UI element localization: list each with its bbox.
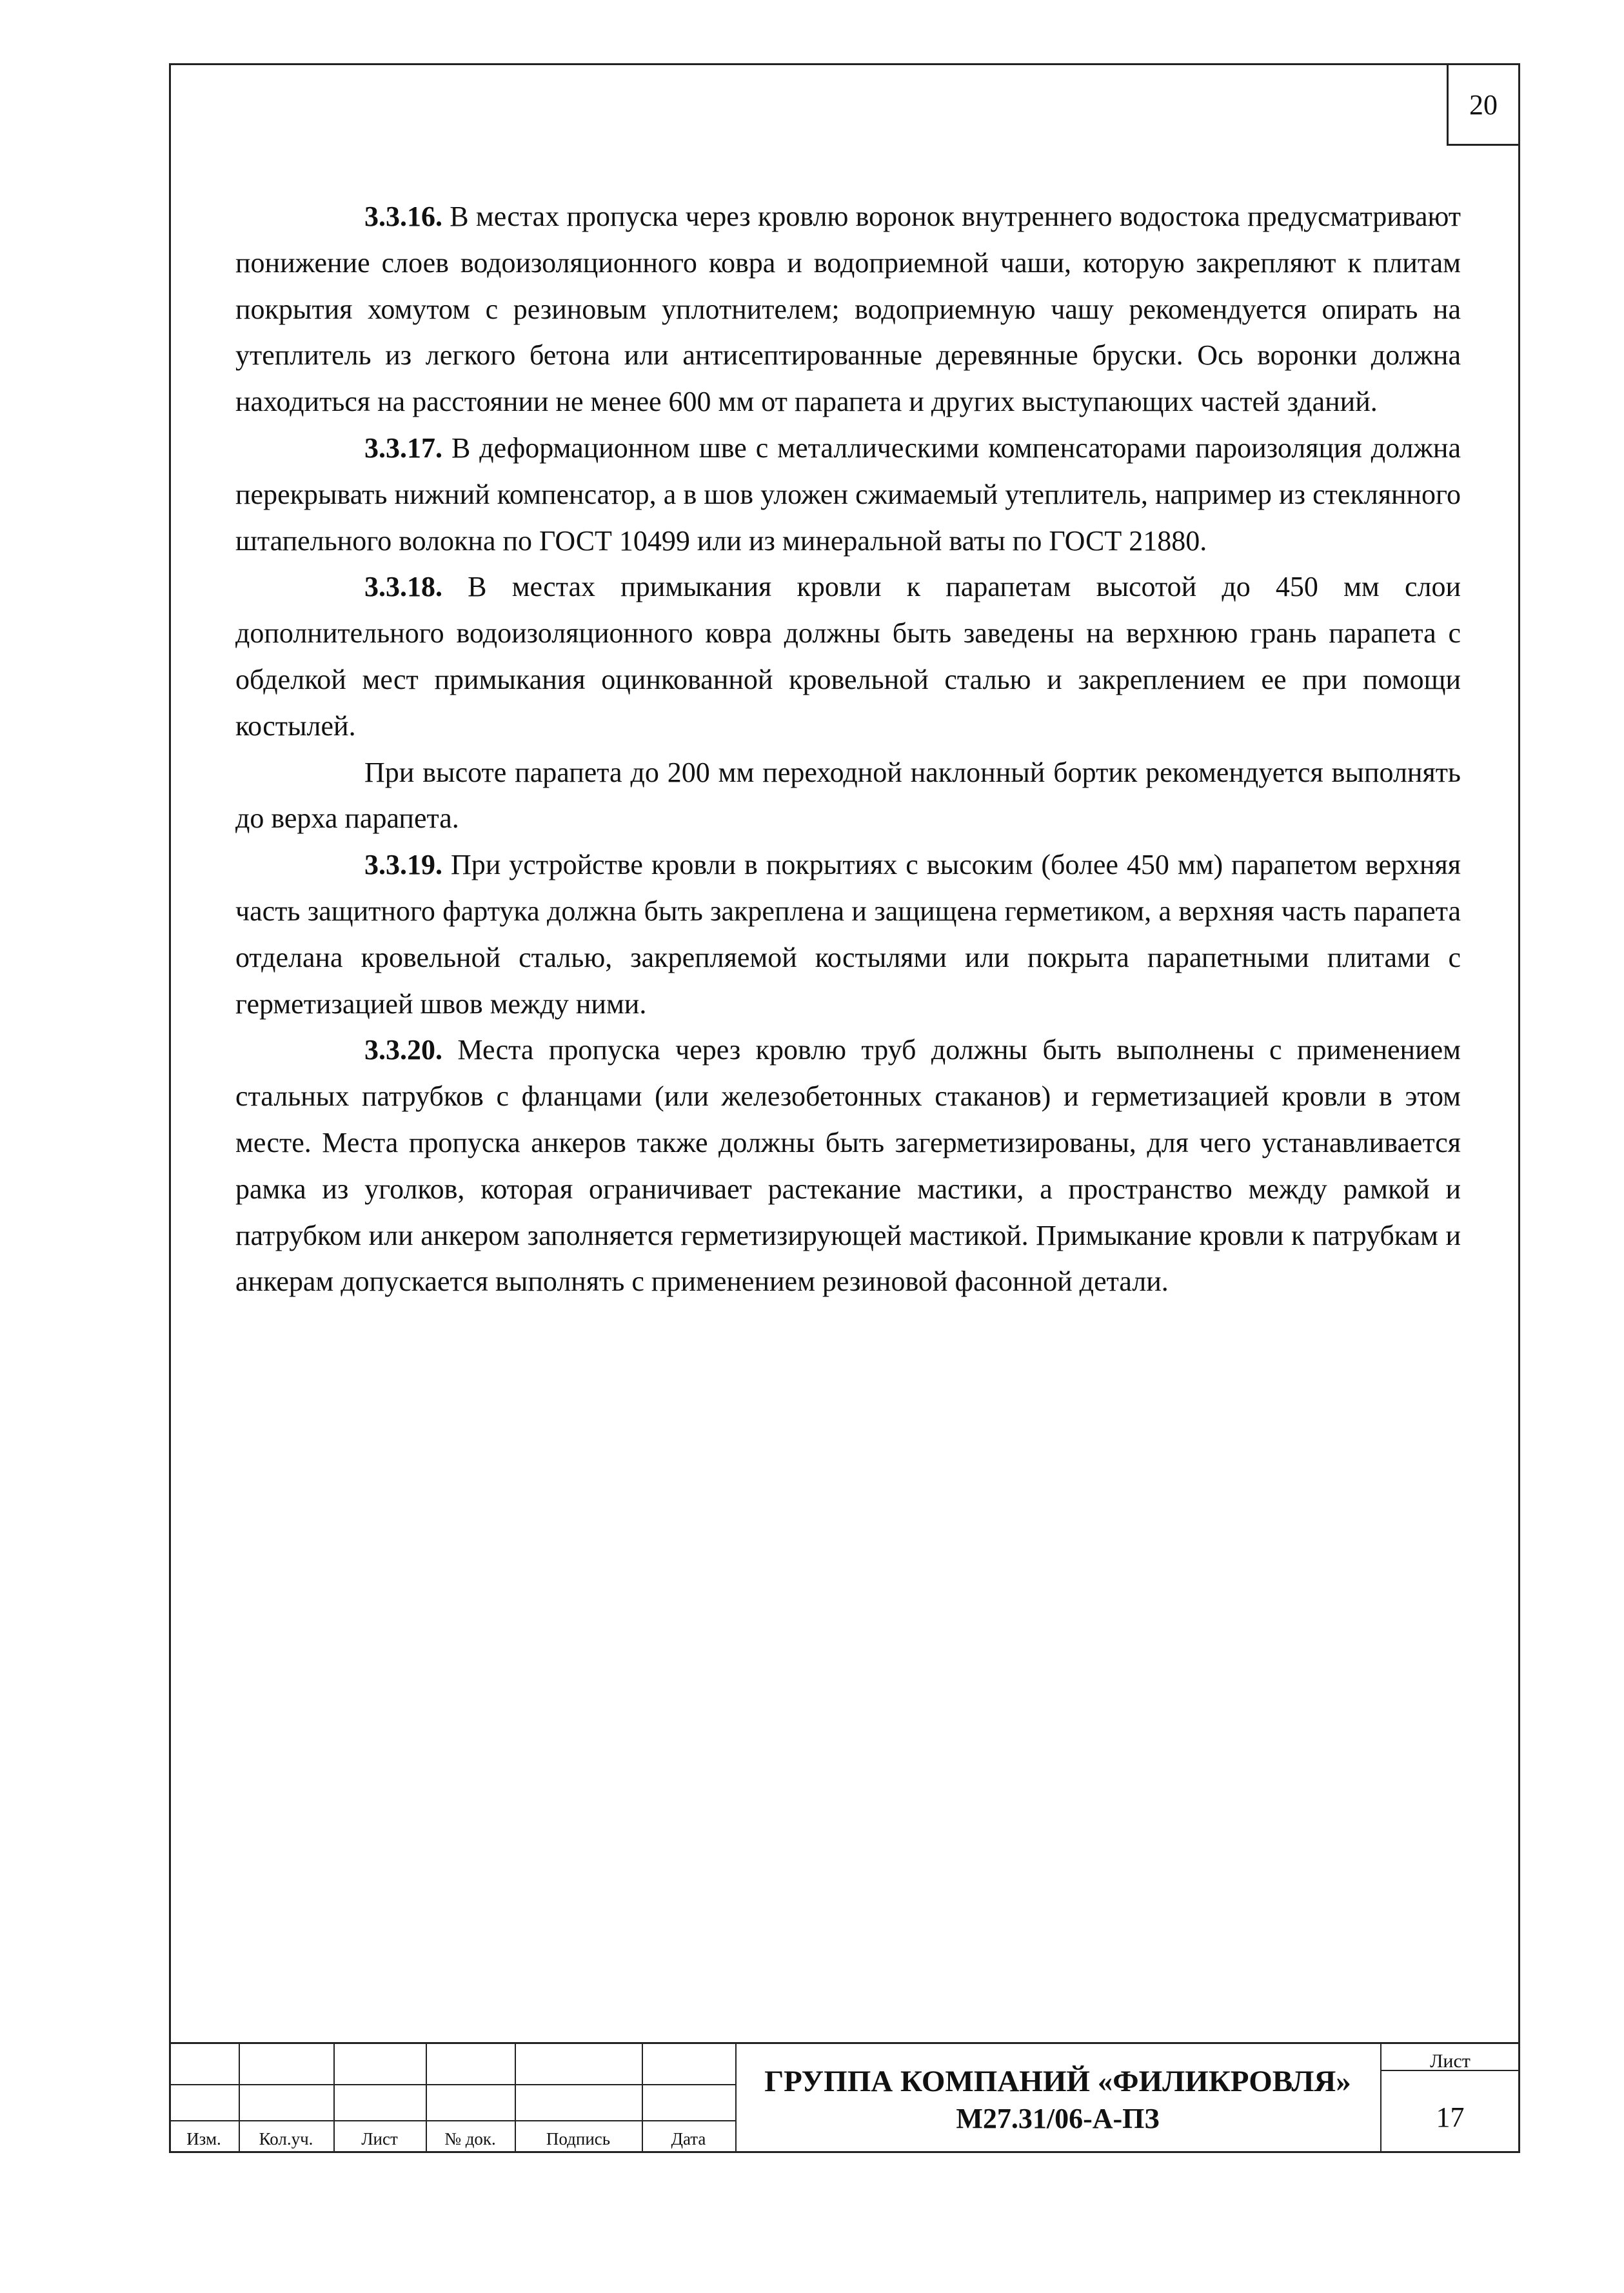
sheet-number: 17 (1436, 2101, 1465, 2133)
clause-text: При высоте парапета до 200 мм переходной наклонный бортик рекомендуется выполнять до верха парапета. (235, 756, 1461, 835)
paragraph-parapet-note (235, 749, 1461, 842)
page-number: 20 (1469, 88, 1498, 121)
title-block-row-line (169, 2084, 735, 2085)
title-block-row-line (169, 2120, 735, 2121)
paragraph-3-3-18 (235, 564, 1461, 749)
clause-text: В местах примыкания кровли к парапетам высотой до 450 мм слои дополнительного водоизоляционного ковра должны быть заведены на верхнюю грань парапета с обделкой мест примыкания оцинкованной кровельной сталью и закреплением ее при помощи костылей. (235, 571, 1461, 742)
clause-number: 3.3.20. (364, 1034, 442, 1066)
header-kol-uch: Кол.уч. (259, 2129, 313, 2149)
title-block (169, 2042, 1520, 2153)
document-body (235, 194, 1461, 1305)
clause-text: В местах пропуска через кровлю воронок внутреннего водостока предусматривают понижение слоев водоизоляционного ковра и водоприемной чаши, которую закрепляют к плитам покрытия хомутом с резиновым уплотнителем; водоприемную чашу рекомендуется опирать на утеплитель из легкого бетона или антисептированные деревянные бруски. Ось воронки должна находиться на расстоянии не менее 600 мм от парапета и других выступающих частей зданий. (235, 201, 1461, 418)
clause-text: В деформационном шве с металлическими компенсаторами пароизоляция должна перекрывать нижний компенсатор, а в шов уложен сжимаемый утеплитель, например из стеклянного штапельного волокна по ГОСТ 10499 или из минеральной ваты по ГОСТ 21880. (235, 432, 1461, 557)
company-name: ГРУППА КОМПАНИЙ «ФИЛИКРОВЛЯ» (764, 2065, 1351, 2098)
page-number-box (1447, 63, 1520, 146)
clause-number: 3.3.17. (364, 432, 442, 464)
clause-number: 3.3.19. (364, 849, 442, 881)
header-izm: Изм. (186, 2129, 221, 2149)
clause-number: 3.3.18. (364, 571, 442, 603)
paragraph-3-3-20 (235, 1027, 1461, 1305)
document-code: М27.31/06-А-ПЗ (956, 2103, 1160, 2134)
header-date: Дата (671, 2129, 706, 2149)
header-list: Лист (361, 2129, 398, 2149)
clause-text: Места пропуска через кровлю труб должны быть выполнены с применением стальных патрубков с фланцами (или железобетонных стаканов) и герметизацией кровли в этом месте. Места пропуска анкеров также должны быть загерметизированы, для чего устанавливается рамка из уголков, которая ограничивает растекание мастики, а пространство между рамкой и патрубком или анкером заполняется герметизирующей мастикой. Примыкание кровли к патрубкам и анкерам допускается выполнять с применением резиновой фасонной детали. (235, 1034, 1461, 1298)
sheet-label: Лист (1430, 2050, 1471, 2072)
clause-number: 3.3.16. (364, 201, 442, 232)
header-doc-no: № док. (444, 2129, 496, 2149)
header-signature: Подпись (546, 2129, 611, 2149)
paragraph-3-3-19 (235, 842, 1461, 1027)
paragraph-3-3-17 (235, 425, 1461, 564)
clause-text: При устройстве кровли в покрытиях с высоким (более 450 мм) парапетом верхняя часть защитного фартука должна быть закреплена и защищена герметиком, а верхняя часть парапета отделана кровельной сталью, закрепляемой костылями или покрыта парапетными плитами с герметизацией швов между ними. (235, 849, 1461, 1020)
paragraph-3-3-16 (235, 194, 1461, 425)
